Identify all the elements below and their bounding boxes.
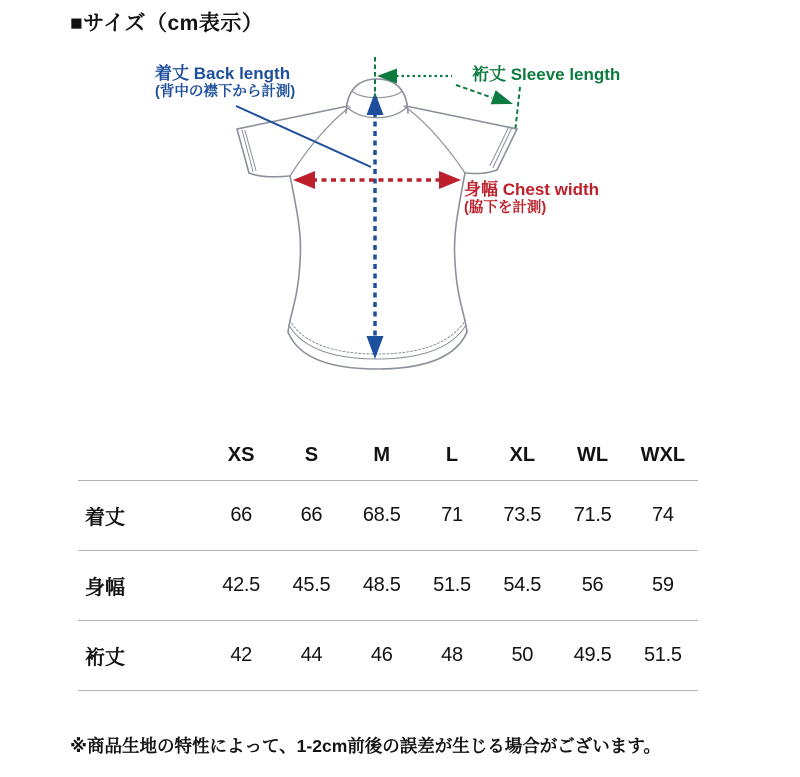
size-value: 56	[581, 574, 604, 596]
chest-width-arrow	[293, 171, 461, 189]
size-value: 71.5	[573, 504, 612, 526]
row-label-sleeve-length: 裄丈	[85, 647, 125, 669]
back-length-label-title: 着丈 Back length	[155, 64, 291, 83]
table-row-back-length	[78, 481, 698, 551]
footnote: ※商品生地の特性によって、1-2cm前後の誤差が生じる場合がございます。	[70, 736, 661, 756]
size-value: 48	[441, 644, 463, 666]
size-value: 45.5	[292, 574, 331, 596]
size-value: 42.5	[222, 574, 260, 596]
jersey-outline	[237, 79, 517, 369]
chest-width-label-note: (脇下を計測)	[464, 200, 547, 217]
size-column-header-xs: XS	[227, 443, 255, 466]
size-value: 51.5	[643, 644, 682, 666]
left-cuff-band	[242, 130, 256, 172]
left-shoulder-line	[237, 106, 348, 129]
size-column-header-s: S	[304, 443, 319, 466]
size-value: 68.5	[362, 504, 401, 526]
size-value: 44	[300, 644, 323, 666]
row-label-back-length: 着丈	[85, 507, 125, 529]
size-value: 51.5	[433, 574, 471, 596]
left-body-side	[288, 176, 301, 332]
size-value: 50	[511, 644, 534, 666]
size-column-header-xl: XL	[509, 443, 536, 466]
sleeve-length-cuff-tick	[516, 87, 521, 128]
right-shoulder-line	[406, 106, 517, 129]
right-cuff-edge	[497, 129, 517, 170]
left-raglan-seam	[290, 107, 350, 176]
row-label-chest-width: 身幅	[85, 577, 125, 599]
back-length-label	[155, 64, 295, 102]
size-value: 71	[441, 504, 463, 526]
size-value: 48.5	[362, 574, 401, 596]
size-value: 73.5	[503, 504, 542, 526]
chest-width-arrowhead-right	[439, 171, 461, 189]
size-value: 54.5	[503, 574, 542, 596]
size-table	[78, 430, 698, 691]
sleeve-length-label: 裄丈 Sleeve length	[472, 65, 621, 84]
size-value: 59	[652, 574, 674, 596]
back-length-arrow	[236, 92, 384, 359]
size-column-header-wl: WL	[577, 443, 609, 466]
page-title: ■サイズ（cm表示）	[70, 12, 264, 35]
chest-width-label-title: 身幅 Chest width	[464, 180, 600, 199]
sleeve-length-diagonal-line	[456, 85, 492, 98]
size-value: 66	[230, 504, 252, 526]
collar-opening-line	[352, 91, 402, 98]
left-underarm-seam	[249, 173, 290, 177]
size-column-header-wxl: WXL	[640, 443, 686, 466]
chest-width-label	[464, 180, 599, 218]
right-underarm-seam	[465, 170, 497, 174]
back-length-arrowhead-down	[367, 336, 384, 359]
chest-width-arrowhead-left	[293, 171, 315, 189]
sleeve-length-arrowhead-left	[377, 69, 397, 84]
table-row-sleeve-length	[78, 621, 698, 691]
size-value: 49.5	[573, 644, 612, 666]
size-column-header-l: L	[445, 443, 459, 466]
size-column-header-m: M	[373, 443, 391, 466]
size-value: 42	[230, 644, 252, 666]
sleeve-length-arrowhead-diagonal	[491, 90, 513, 104]
table-row-chest-width	[78, 551, 698, 621]
size-table-header-row	[78, 430, 698, 481]
size-value: 66	[300, 504, 323, 526]
back-length-label-note: (背中の襟下から計測)	[155, 84, 296, 101]
size-value: 46	[370, 644, 393, 666]
size-value: 74	[652, 504, 674, 526]
